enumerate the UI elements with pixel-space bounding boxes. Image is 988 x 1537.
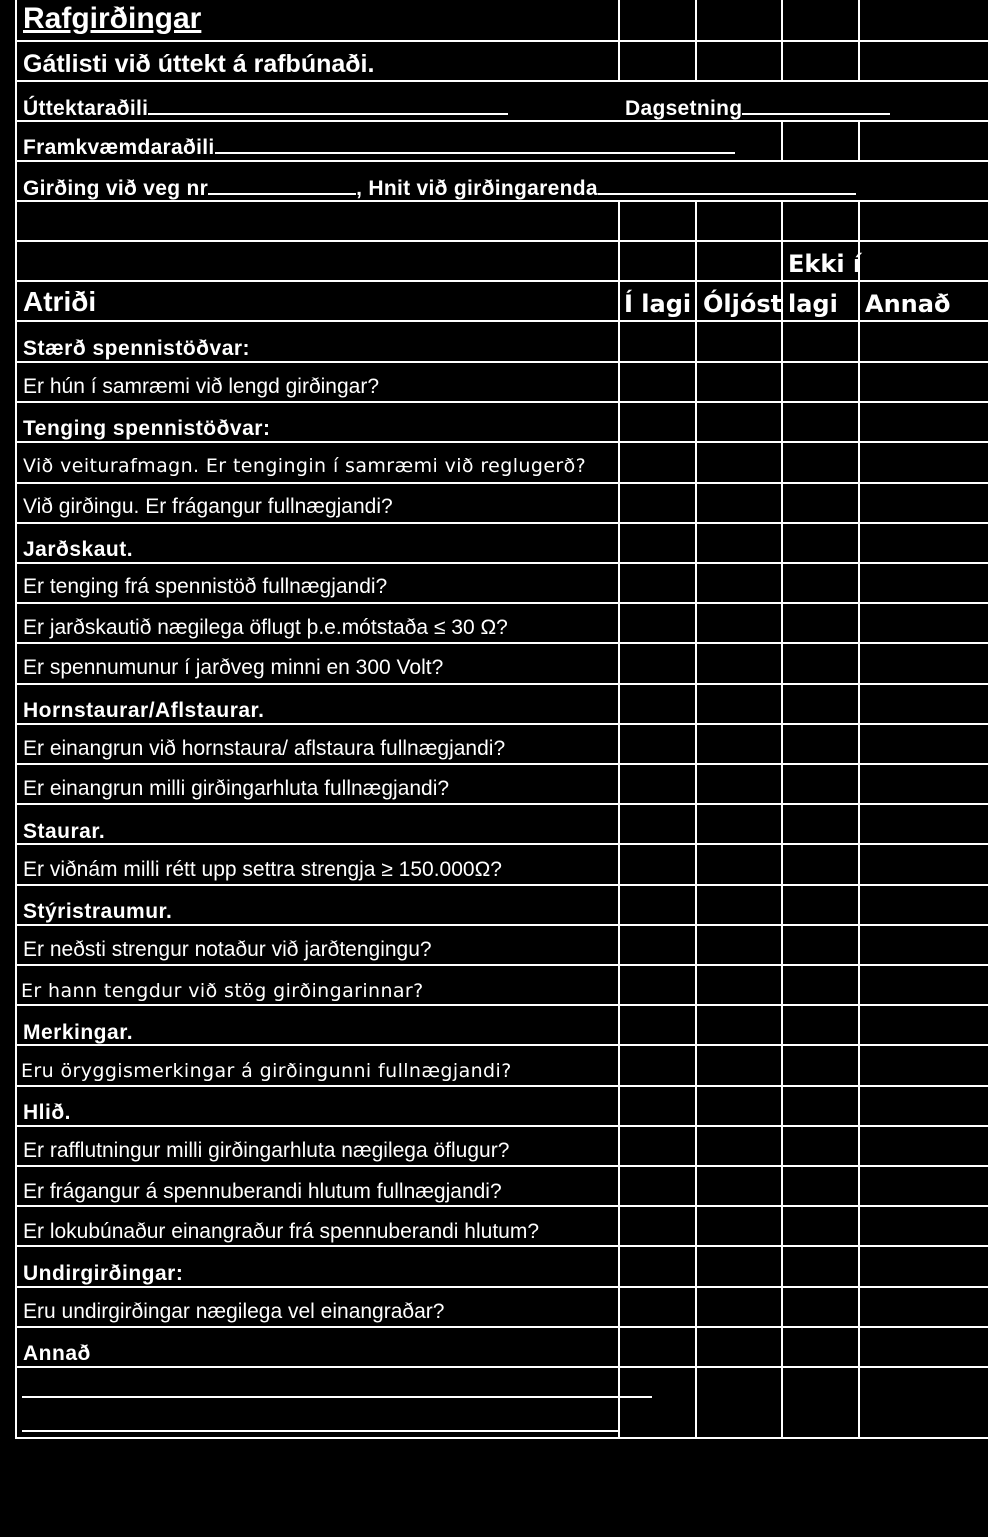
grid-line [15,602,988,604]
section-label: Tenging spennistöðvar: [23,417,271,440]
grid-line [15,683,988,685]
question-text: Er einangrun við hornstaura/ aflstaura fullnægjandi? [23,737,506,760]
grid-line [15,80,988,82]
grid-line [15,1437,988,1439]
section-label: Hornstaurar/Aflstaurar. [23,699,265,722]
grid-line [15,843,988,845]
grid-line [15,1366,988,1368]
grid-line [15,924,988,926]
grid-line [15,1326,988,1328]
grid-line [15,1085,988,1087]
grid-line [15,1044,988,1046]
question-text: Er einangrun milli girðingarhluta fullnægjandi? [23,777,450,800]
grid-line [15,40,988,42]
contractor-label: Framkvæmdaraðili [23,136,215,159]
grid-line [15,1245,988,1247]
inspector-field[interactable] [23,95,508,119]
question-text: Eru öryggismerkingar á girðingunni fullnægjandi? [21,1060,512,1082]
write-in-line[interactable] [22,1396,652,1398]
fence-field[interactable] [23,175,856,199]
question-text: Er rafflutningur milli girðingarhluta nægilega öflugur? [23,1139,510,1162]
date-blank[interactable] [742,95,890,115]
section-label: Stærð spennistöðvar: [23,337,251,360]
grid-line [695,202,697,1437]
grid-line [858,122,860,162]
grid-line [15,723,988,725]
grid-line [15,361,988,363]
col-ok-header: Í lagi [624,290,692,318]
question-text: Er neðsti strengur notaður við jarðtengingu? [23,938,432,961]
question-text: Við girðingu. Er frágangur fullnægjandi? [23,495,393,518]
section-label: Staurar. [23,820,106,843]
grid-line [15,482,988,484]
item-header: Atriði [23,286,97,317]
fence-blank[interactable] [208,175,356,195]
question-text: Er frágangur á spennuberandi hlutum fullnægjandi? [23,1180,502,1203]
grid-line [15,1125,988,1127]
section-label: Annað [23,1342,91,1365]
question-text: Er tenging frá spennistöð fullnægjandi? [23,575,388,598]
col-not-ok-header-2: lagi [788,290,838,318]
col-unclear-header: Óljóst [703,290,783,318]
question-text: Er spennumunur í jarðveg minni en 300 Volt? [23,656,444,679]
grid-line [15,1165,988,1167]
grid-line [15,401,988,403]
contractor-blank[interactable] [215,134,735,154]
grid-line [15,803,988,805]
grid-line [15,1205,988,1207]
write-in-line[interactable] [22,1430,618,1432]
grid-line [15,280,988,282]
grid-line [15,562,988,564]
form-title: Rafgirðingar [23,2,202,35]
form-subtitle: Gátlisti við úttekt á rafbúnaði. [23,50,375,78]
col-other-header: Annað [865,290,951,318]
inspector-blank[interactable] [148,95,508,115]
question-text: Eru undirgirðingar nægilega vel einangraðar? [23,1300,445,1323]
grid-line [15,964,988,966]
grid-line [15,200,988,202]
coords-blank[interactable] [598,175,856,195]
section-label: Hlið. [23,1101,71,1124]
grid-line [15,441,988,443]
grid-line [15,642,988,644]
question-text: Er hún í samræmi við lengd girðingar? [23,375,379,398]
grid-line [15,160,988,162]
grid-line [15,1004,988,1006]
grid-line [858,202,860,1437]
fence-label: Girðing við veg nr [23,177,209,200]
question-text: Við veiturafmagn. Er tengingin í samræmi við reglugerð? [23,455,587,477]
grid-line [15,120,988,122]
col-not-ok-header-1: Ekki í [788,250,862,278]
question-text: Er hann tengdur við stög girðingarinnar? [21,980,424,1002]
question-text: Er lokubúnaður einangraður frá spennuberandi hlutum? [23,1220,540,1243]
grid-line [15,320,988,322]
grid-line [15,240,988,242]
grid-line [781,202,783,1437]
grid-line [618,202,620,1437]
section-label: Merkingar. [23,1021,134,1044]
grid-line [15,0,17,1437]
date-label: Dagsetning [625,97,743,120]
coords-label: , Hnit við girðingarenda [356,177,598,200]
question-text: Er jarðskautið nægilega öflugt þ.e.mótstaða ≤ 30 Ω? [23,616,508,639]
grid-line [15,884,988,886]
section-label: Stýristraumur. [23,900,173,923]
date-field[interactable] [625,95,890,119]
grid-line [15,522,988,524]
grid-line [781,122,783,162]
section-label: Jarðskaut. [23,538,134,561]
grid-line [15,1286,988,1288]
question-text: Er viðnám milli rétt upp settra strengja ≥ 150.000Ω? [23,858,502,881]
inspector-label: Úttektaraðili [23,97,149,120]
contractor-field[interactable] [23,134,735,158]
grid-line [15,763,988,765]
section-label: Undirgirðingar: [23,1262,184,1285]
